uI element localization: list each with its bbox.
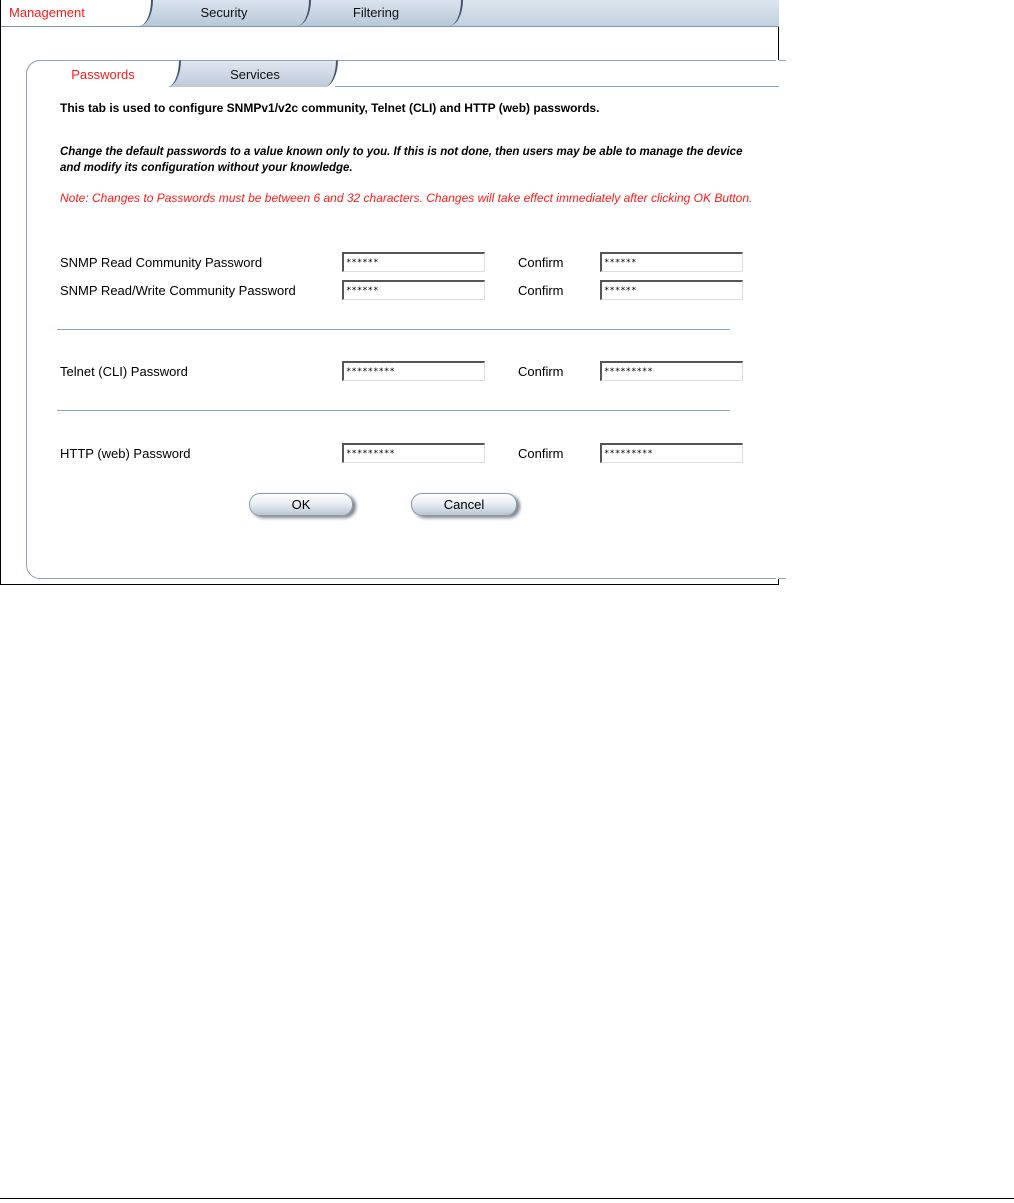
ok-button[interactable]: OK <box>249 493 353 516</box>
tab-security-label: Security <box>200 5 248 20</box>
http-confirm-input[interactable]: ********* <box>600 443 743 463</box>
http-label: HTTP (web) Password <box>60 446 191 461</box>
tab-filtering[interactable] <box>291 0 463 26</box>
snmp-read-confirm-input[interactable]: ****** <box>600 252 743 272</box>
tab-passwords-label: Passwords <box>71 67 135 82</box>
telnet-password-input[interactable]: ********* <box>342 361 485 381</box>
cancel-button[interactable]: Cancel <box>411 493 517 516</box>
page-bottom-rule <box>0 1198 1014 1199</box>
tab-services-label: Services <box>230 67 280 82</box>
snmp-rw-label: SNMP Read/Write Community Password <box>60 283 296 298</box>
tab-security[interactable] <box>139 0 311 26</box>
snmp-rw-confirm-label: Confirm <box>518 283 564 298</box>
tab-services[interactable] <box>168 60 338 87</box>
http-password-input[interactable]: ********* <box>342 443 485 463</box>
snmp-rw-password-input[interactable]: ****** <box>342 280 485 300</box>
snmp-read-password-input[interactable]: ****** <box>342 252 485 272</box>
telnet-label: Telnet (CLI) Password <box>60 364 188 379</box>
passwords-panel <box>26 60 786 579</box>
tab-filtering-label: Filtering <box>352 5 400 20</box>
tab-passwords[interactable] <box>26 60 181 87</box>
telnet-confirm-label: Confirm <box>518 364 564 379</box>
section-divider <box>57 329 730 330</box>
top-tab-bar <box>1 0 779 27</box>
panel-edge <box>776 60 779 579</box>
note-text: Note: Changes to Passwords must be between 6 and 32 characters. Changes will take effect immediately after clicking OK Button. <box>60 191 753 205</box>
tab-management[interactable] <box>1 0 153 26</box>
telnet-confirm-input[interactable]: ********* <box>600 361 743 381</box>
section-divider <box>57 410 730 411</box>
snmp-rw-confirm-input[interactable]: ****** <box>600 280 743 300</box>
http-confirm-label: Confirm <box>518 446 564 461</box>
tab-management-label: Management <box>9 5 85 20</box>
intro-text: This tab is used to configure SNMPv1/v2c community, Telnet (CLI) and HTTP (web) passwords. <box>60 101 600 115</box>
snmp-read-label: SNMP Read Community Password <box>60 255 263 270</box>
warning-text: Change the default passwords to a value known only to you. If this is not done, then users may be able to manage the device and modify its configuration without your knowledge. <box>60 146 743 174</box>
snmp-read-confirm-label: Confirm <box>518 255 564 270</box>
subtab-baseline <box>335 86 779 87</box>
